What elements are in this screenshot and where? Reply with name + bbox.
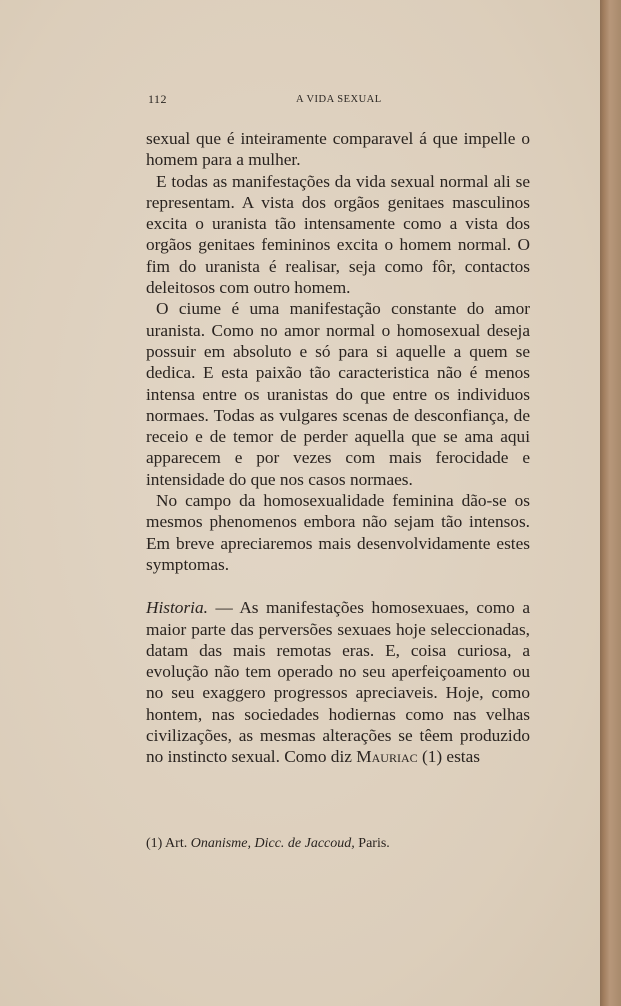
- paragraph: E todas as manifestações da vida sexual normal ali se representam. A vista dos orgãos genitaes masculinos excita o uranista tão intensamente como a vista dos orgãos genitaes femininos excita o homem normal. O fim do uranista é realisar, seja como fôr, contactos deleitosos com outro homem.: [146, 171, 530, 298]
- paragraph: No campo da homosexualidade feminina dão-se os mesmos phenomenos embora não sejam tão intensos. Em breve apreciaremos mais desenvolvidamente estes symptomas.: [146, 491, 530, 574]
- paragraph: O ciume é uma manifestação constante do amor uranista. Como no amor normal o homosexual deseja possuir em absoluto e só para si aquelle a quem se dedica. E esta paixão tão caracteristica não é menos intensa entre os uranistas do que entre os individuos normaes. Todas as vulgares scenas de desconfiança, de receio e de temor de perder aquella que se ama aqui apparecem e por vezes com mais ferocidade e intensidade do que nos casos normaes.: [146, 299, 530, 489]
- running-title: A VIDA SEXUAL: [296, 94, 382, 105]
- historia-text-end: (1) estas: [417, 747, 481, 767]
- paragraph: sexual que é inteiramente comparavel á que impelle o homem para a mulher.: [146, 129, 530, 170]
- historia-text: — As manifestações homosexuaes, como a maior parte das perversões sexuaes hoje seleccionadas, datam das mais remotas eras. E, coisa curiosa, a evolução não tem operado no seu aperfeiçoamento ou no seu exaggero progressos apreciaveis. Hoje, como hontem, nas sociedades hodiernas como nas velhas civilizações, as mesmas alterações se têem produzido no instincto sexual. Como diz: [146, 598, 530, 767]
- footnote-place: Paris.: [354, 836, 390, 851]
- footnote-marker: (1) Art.: [146, 836, 191, 851]
- running-head: [146, 92, 536, 112]
- page-edge: [600, 0, 621, 1006]
- section-gap: [146, 575, 530, 597]
- author-name: Mauriac: [356, 747, 418, 767]
- footnote: [146, 836, 530, 852]
- historia-paragraph: [146, 597, 530, 767]
- footnote-reference: Onanisme, Dicc. de Jaccoud,: [190, 836, 355, 851]
- section-heading: Historia.: [146, 598, 208, 618]
- main-text: [146, 128, 530, 768]
- page-number: 112: [148, 92, 168, 106]
